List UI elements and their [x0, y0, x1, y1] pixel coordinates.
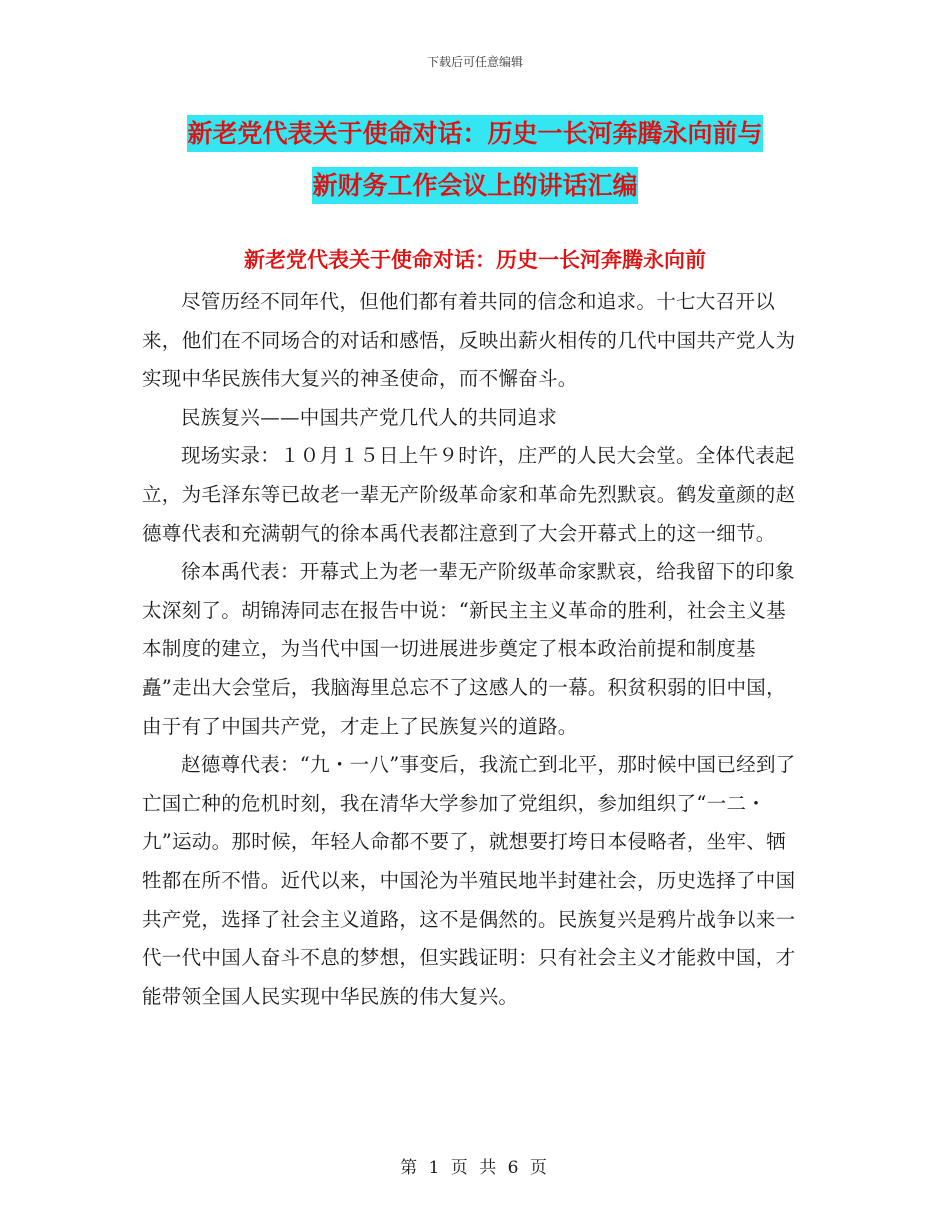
page-footer: 第 1 页 共 6 页 [400, 1158, 550, 1178]
paragraph: 赵德尊代表：“九・一八”事变后，我流亡到北平，那时候中国已经到了亡国亡种的危机时刻，我在清华大学参加了党组织，参加组织了“一二・九”运动。那时候，年轻人命都不要了，就想要打垮日本侵略者，坐牢、牺牲都在所不惜。近代以来，中国沦为半殖民地半封建社会，历史选择了中国共产党，选择了社会主义道路，这不是偶然的。民族复兴是鸦片战争以来一代一代中国人奋斗不息的梦想，但实践证明：只有社会主义才能救中国，才能带领全国人民实现中华民族的伟大复兴。 [142, 753, 796, 1008]
paragraph: 民族复兴——中国共产党几代人的共同追求 [181, 405, 558, 429]
main-title-line2: 新财务工作会议上的讲话汇编 [312, 167, 637, 204]
main-title [0, 108, 950, 212]
header-note: 下载后可任意编辑 [426, 55, 523, 69]
main-title-line1: 新老党代表关于使命对话：历史一长河奔腾永向前与 [187, 115, 762, 152]
paragraph: 徐本禹代表：开幕式上为老一辈无产阶级革命家默哀，给我留下的印象太深刻了。胡锦涛同志在报告中说：“新民主主义革命的胜利，社会主义基本制度的建立，为当代中国一切进展进步奠定了根本政治前提和制度基矗”走出大会堂后，我脑海里总忘不了这感人的一幕。积贫积弱的旧中国，由于有了中国共产党，才走上了民族复兴的道路。 [142, 560, 795, 738]
paragraph: 现场实录：１０月１５日上午９时许，庄严的人民大会堂。全体代表起立，为毛泽东等已故老一辈无产阶级革命家和革命先烈默哀。鹤发童颜的赵德尊代表和充满朝气的徐本禹代表都注意到了大会开幕式上的这一细节。 [142, 444, 796, 545]
body-text [142, 283, 802, 1016]
paragraph: 尽管历经不同年代，但他们都有着共同的信念和追求。十七大召开以来，他们在不同场合的对话和感悟，反映出薪火相传的几代中国共产党人为实现中华民族伟大复兴的神圣使命，而不懈奋斗。 [142, 290, 796, 391]
section-title: 新老党代表关于使命对话：历史一长河奔腾永向前 [244, 248, 706, 272]
